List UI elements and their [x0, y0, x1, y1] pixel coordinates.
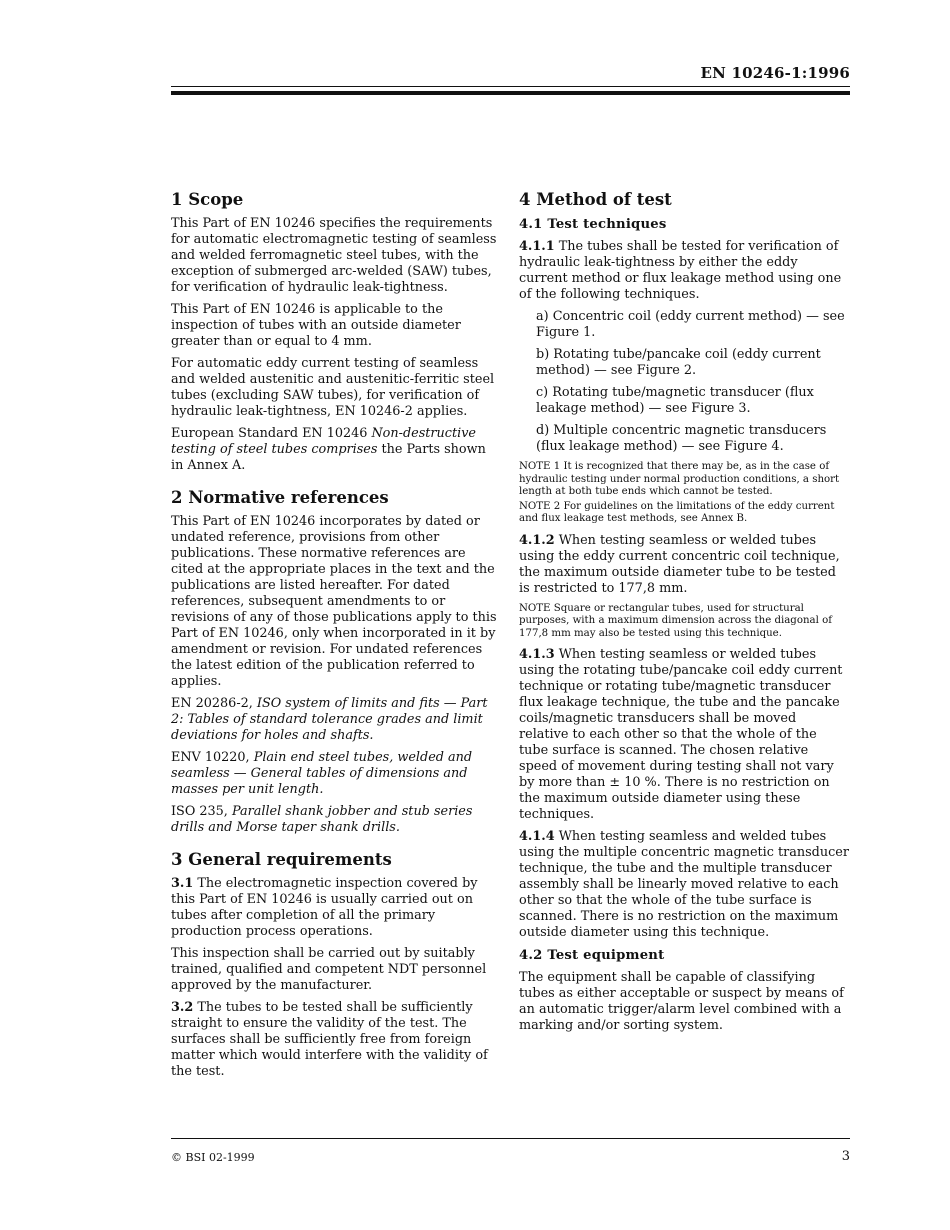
document-id: EN 10246-1:1996 [700, 64, 850, 82]
scope-paragraph-4 [171, 426, 501, 474]
note-square-tubes: NOTE Square or rectangular tubes, used for structural purposes, with a maximum dimension across the diagonal of 177,8 mm may also be tested using this technique. [519, 602, 833, 639]
clause-4-1-4-text: When testing seamless and welded tubes using the multiple concentric magnetic transducer technique, the tube and the multiple transducer assembly shall be linearly moved relative to each other so that the whole of the tube surface is scanned. There is no restriction on the maximum outside diameter using this technique. [519, 829, 849, 940]
header-rule-thick [171, 91, 850, 95]
footer-rule [171, 1138, 850, 1139]
clause-3-1-text: The electromagnetic inspection covered by this Part of EN 10246 is usually carried out on tubes after completion of all the primary production process operations. [171, 876, 478, 939]
note-2: NOTE 2 For guidelines on the limitations of the eddy current and flux leakage test methods, see Annex B. [519, 500, 835, 524]
clause-4-1-1-number: 4.1.1 [519, 239, 555, 254]
reference-1-code: EN 20286-2, [171, 696, 257, 711]
scope-paragraph-1: This Part of EN 10246 specifies the requirements for automatic electromagnetic testing of seamless and welded ferromagnetic steel tubes, with the exception of submerged arc-welded (SAW) tubes, for verification of hydraulic leak-tightness. [171, 216, 497, 295]
clause-4-1-1-text: The tubes shall be tested for verification of hydraulic leak-tightness by either the eddy current method or flux leakage method using one of the following techniques. [519, 239, 842, 302]
test-equipment-paragraph: The equipment shall be capable of classifying tubes as either acceptable or suspect by means of an automatic trigger/alarm level combined with a marking and/or sorting system. [519, 970, 844, 1033]
clause-4-1-3 [519, 647, 849, 823]
normative-paragraph: This Part of EN 10246 incorporates by dated or undated reference, provisions from other publications. These normative references are cited at the appropriate places in the text and the publications are listed hereafter. For dated references, subsequent amendments to or revisions of any of those publications apply to this Part of EN 10246, only when incorporated in it by amendment or revision. For undated references the latest edition of the publication referred to applies. [171, 514, 497, 689]
note-1: NOTE 1 It is recognized that there may be, as in the case of hydraulic testing under normal production conditions, a short length at both tube ends which cannot be tested. [519, 461, 840, 497]
page-number: 3 [841, 1149, 850, 1164]
section-4-1-heading: 4.1 Test techniques [519, 217, 667, 232]
section-4-2-heading: 4.2 Test equipment [519, 948, 665, 963]
section-4-heading: 4 Method of test [519, 190, 672, 209]
technique-item-d: d) Multiple concentric magnetic transducers (flux leakage method) — see Figure 4. [536, 423, 827, 454]
clause-4-1-2 [519, 533, 849, 597]
clause-4-1-4 [519, 829, 849, 941]
section-1-heading: 1 Scope [171, 190, 244, 209]
clause-3-1 [171, 876, 501, 940]
clause-4-1-2-text: When testing seamless or welded tubes using the eddy current concentric coil technique, the maximum outside diameter tube to be tested is restricted to 177,8 mm. [519, 532, 840, 596]
clause-4-1-3-number: 4.1.3 [519, 647, 555, 662]
scope-p4-text-c: the Parts shown in Annex A. [171, 442, 486, 473]
reference-3-title: Parallel shank jobber and stub series drills and Morse taper shank drills. [171, 804, 473, 835]
reference-2-code: ENV 10220, [171, 750, 254, 765]
reference-2-title: Plain end steel tubes, welded and seamless — General tables of dimensions and masses per unit length. [171, 750, 473, 797]
clause-4-1-4-number: 4.1.4 [519, 829, 555, 844]
reference-env-10220 [171, 750, 501, 798]
clause-3-1-number: 3.1 [171, 876, 194, 891]
clause-4-1-3-text: When testing seamless or welded tubes using the rotating tube/pancake coil eddy current technique or rotating tube/magnetic transducer flux leakage technique, the tube and the pancake coils/magnetic transducers shall be moved relative to each other so that the whole of the tube surface is scanned. The chosen relative speed of movement during testing shall not vary by more than ± 10 %. There is no restriction on the maximum outside diameter using these techniques. [519, 647, 843, 822]
footer-copyright: © BSI 02-1999 [171, 1151, 255, 1164]
scope-p4-title: Non-destructive testing of steel tubes comprises [171, 426, 476, 457]
clause-3-1-paragraph-2: This inspection shall be carried out by suitably trained, qualified and competent NDT personnel approved by the manufacturer. [171, 946, 487, 993]
clause-4-1-1 [519, 239, 849, 303]
clause-4-1-2-number: 4.1.2 [519, 532, 555, 548]
technique-item-c: c) Rotating tube/magnetic transducer (flux leakage method) — see Figure 3. [536, 385, 814, 416]
technique-item-b: b) Rotating tube/pancake coil (eddy current method) — see Figure 2. [536, 347, 821, 378]
clause-3-2-text: The tubes to be tested shall be sufficiently straight to ensure the validity of the test. The surfaces shall be sufficiently free from foreign matter which would interfere with the validity of the test. [171, 1000, 488, 1079]
reference-3-code: ISO 235, [171, 804, 232, 819]
header-rule-thin [171, 86, 850, 87]
reference-iso-235 [171, 804, 501, 836]
left-column [171, 190, 501, 1086]
clause-3-2 [171, 1000, 501, 1080]
section-2-heading: 2 Normative references [171, 488, 389, 507]
right-column [519, 190, 849, 1040]
reference-en-20286-2 [171, 696, 501, 744]
technique-item-a: a) Concentric coil (eddy current method) — see Figure 1. [536, 309, 845, 340]
section-3-heading: 3 General requirements [171, 850, 392, 869]
scope-p4-text-a: European Standard EN 10246 [171, 426, 372, 441]
scope-paragraph-3: For automatic eddy current testing of seamless and welded austenitic and austenitic-ferritic steel tubes (excluding SAW tubes), for verification of hydraulic leak-tightness, EN 10246-2 applies. [171, 356, 495, 419]
clause-3-2-number: 3.2 [171, 1000, 194, 1015]
reference-1-title: ISO system of limits and fits — Part 2: Tables of standard tolerance grades and limit deviations for holes and shafts. [171, 696, 488, 743]
scope-paragraph-2: This Part of EN 10246 is applicable to the inspection of tubes with an outside diameter greater than or equal to 4 mm. [171, 302, 461, 349]
